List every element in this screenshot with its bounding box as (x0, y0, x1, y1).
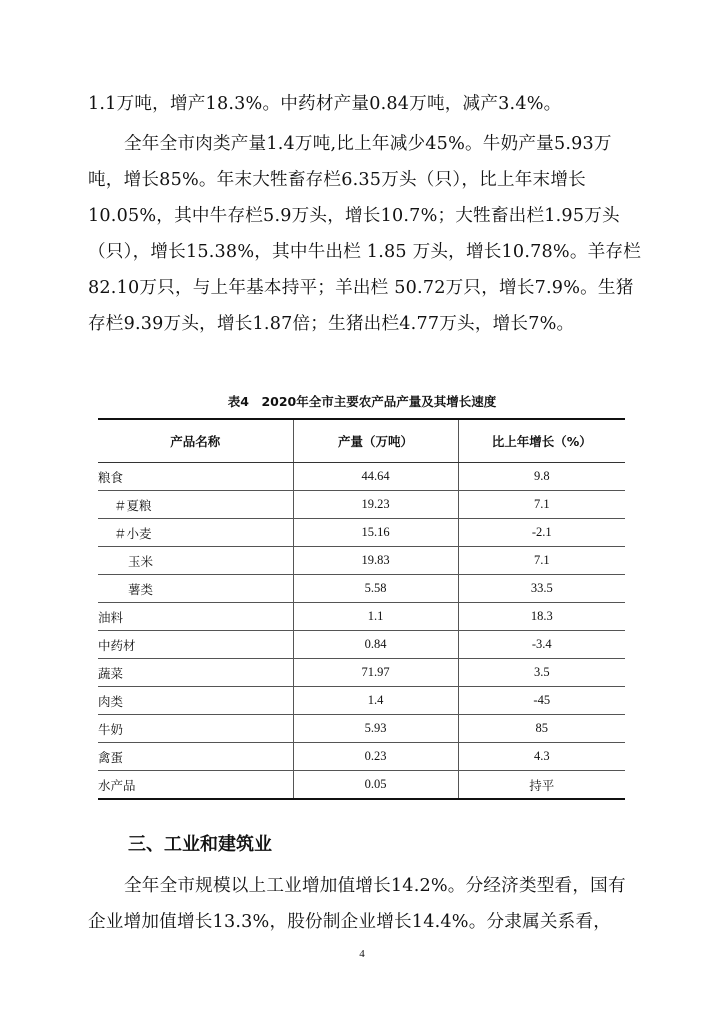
table-row (98, 631, 625, 659)
product-output: 5.58 (293, 575, 458, 603)
section-heading: 三、工业和建筑业 (128, 834, 272, 855)
product-growth: 7.1 (458, 491, 625, 519)
product-output: 44.64 (293, 463, 458, 491)
product-name: 中药材 (98, 631, 293, 659)
product-growth: -2.1 (458, 519, 625, 547)
product-growth: 3.5 (458, 659, 625, 687)
header-growth: 比上年增长（%） (458, 419, 625, 463)
product-name: 油料 (98, 603, 293, 631)
table-row (98, 491, 625, 519)
product-output: 5.93 (293, 715, 458, 743)
product-name: 肉类 (98, 687, 293, 715)
table-header-row (98, 419, 625, 463)
page-number: 4 (359, 948, 365, 960)
product-name: 牛奶 (98, 715, 293, 743)
table-caption: 表4 2020年全市主要农产品产量及其增长速度 (227, 394, 497, 409)
product-output: 0.05 (293, 771, 458, 800)
product-output: 71.97 (293, 659, 458, 687)
paragraph-industry: 全年全市规模以上工业增加值增长14.2%。分经济类型看，国有企业增加值增长13.3%，股份制企业增长14.4%。分隶属关系看， (88, 876, 626, 932)
table-row (98, 659, 625, 687)
product-growth: -3.4 (458, 631, 625, 659)
product-growth: 85 (458, 715, 625, 743)
product-growth: 持平 (458, 771, 625, 800)
table-row (98, 687, 625, 715)
agri-products-table (98, 418, 625, 800)
product-output: 15.16 (293, 519, 458, 547)
product-growth: -45 (458, 687, 625, 715)
product-output: 0.84 (293, 631, 458, 659)
table-row (98, 771, 625, 800)
product-output: 19.23 (293, 491, 458, 519)
product-name: 粮食 (98, 463, 293, 491)
product-name: 水产品 (98, 771, 293, 800)
product-output: 1.4 (293, 687, 458, 715)
product-name: ＃夏粮 (98, 491, 293, 519)
paragraph-livestock: 全年全市肉类产量1.4万吨,比上年减少45%。牛奶产量5.93万吨，增长85%。年末大牲畜存栏6.35万头（只），比上年末增长10.05%，其中牛存栏5.9万头，增长10.7%；大牲畜出栏1.95万头（只），增长15.38%，其中牛出栏 1.85 万头，增长10.78%。羊存栏82.10万只，与上年基本持平；羊出栏 50.72万只，增长7.9%。生猪存栏9.39万头，增长1.87倍；生猪出栏4.77万头，增长7%。 (88, 134, 641, 334)
product-growth: 9.8 (458, 463, 625, 491)
header-output: 产量（万吨） (293, 419, 458, 463)
table-row (98, 519, 625, 547)
product-name: 玉米 (98, 547, 293, 575)
product-growth: 18.3 (458, 603, 625, 631)
table-row (98, 715, 625, 743)
product-name: 薯类 (98, 575, 293, 603)
product-output: 19.83 (293, 547, 458, 575)
product-growth: 4.3 (458, 743, 625, 771)
table-row (98, 743, 625, 771)
product-output: 0.23 (293, 743, 458, 771)
table-row (98, 603, 625, 631)
table-row (98, 463, 625, 491)
product-name: ＃小麦 (98, 519, 293, 547)
header-product-name: 产品名称 (98, 419, 293, 463)
product-growth: 7.1 (458, 547, 625, 575)
table-row (98, 575, 625, 603)
product-growth: 33.5 (458, 575, 625, 603)
product-name: 蔬菜 (98, 659, 293, 687)
product-name: 禽蛋 (98, 743, 293, 771)
table-row (98, 547, 625, 575)
product-output: 1.1 (293, 603, 458, 631)
paragraph-agriculture-end: 1.1万吨，增产18.3%。中药材产量0.84万吨，减产3.4%。 (88, 94, 562, 114)
